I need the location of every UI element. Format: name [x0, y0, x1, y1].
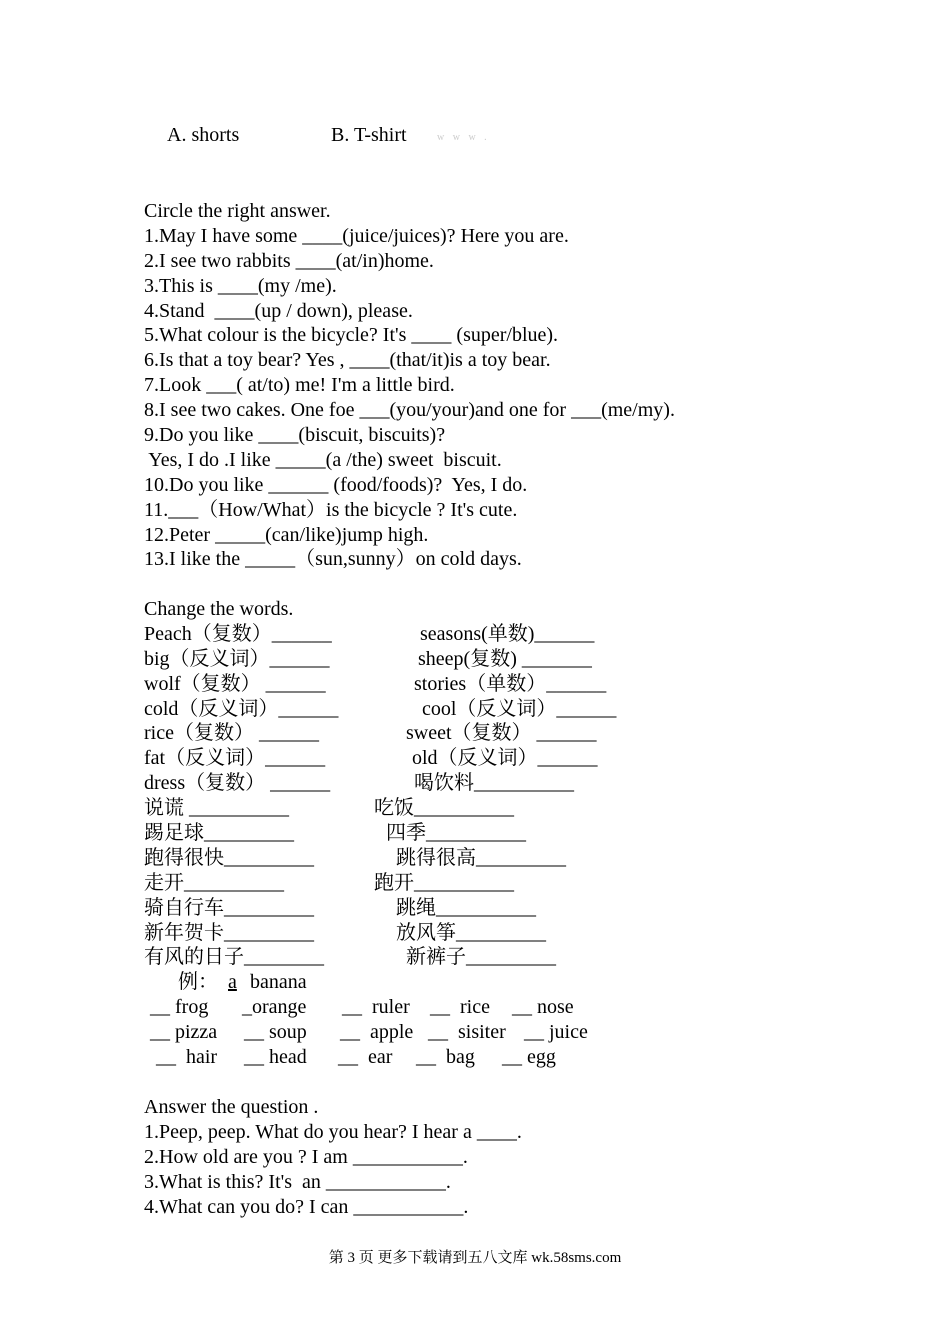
question-item: 7.Look ___( at/to) me! I'm a little bird.	[144, 374, 455, 397]
word-right: 吃饭__________	[374, 797, 514, 820]
question-item: 1.Peep, peep. What do you hear? I hear a ____.	[144, 1120, 522, 1143]
word-right: 喝饮料__________	[414, 772, 574, 795]
word-left: 踢足球_________	[144, 822, 294, 845]
word-left: 说谎 __________	[144, 797, 289, 820]
word-left: cold（反义词）______	[144, 697, 339, 720]
word-left: 骑自行车_________	[144, 896, 314, 919]
question-item: Yes, I do .I like _____(a /the) sweet biscuit.	[144, 448, 502, 471]
word-right: stories（单数）______	[414, 672, 607, 695]
word-row	[144, 896, 904, 921]
question-item: 10.Do you like ______ (food/foods)? Yes, I do.	[144, 473, 528, 496]
word-row	[144, 846, 904, 871]
word-right: 新裤子_________	[406, 946, 556, 969]
article-item: __ egg	[502, 1046, 556, 1069]
article-item: _orange	[242, 996, 307, 1019]
word-left: 跑得很快_________	[144, 846, 314, 869]
question-item: 9.Do you like ____(biscuit, biscuits)?	[144, 424, 446, 447]
word-right: old（反义词）______	[412, 747, 598, 770]
question-item: 8.I see two cakes. One foe ___(you/your)and one for ___(me/my).	[144, 399, 675, 422]
word-right: 跳绳__________	[396, 896, 536, 919]
section-heading: Answer the question .	[144, 1096, 319, 1118]
word-row	[144, 746, 904, 771]
word-row	[144, 945, 904, 970]
word-right: sweet（复数） ______	[406, 722, 597, 745]
option-b: B. T-shirt	[331, 124, 407, 146]
article-item: __ apple	[340, 1021, 414, 1044]
change-section	[144, 597, 904, 1070]
answer-section	[144, 1095, 522, 1219]
question-item: 12.Peter _____(can/like)jump high.	[144, 523, 429, 546]
article-item: __ head	[244, 1046, 307, 1069]
word-left: rice（复数） ______	[144, 722, 319, 745]
word-left: 走开__________	[144, 871, 284, 894]
question-item: 11.___（How/What）is the bicycle ? It's cute.	[144, 498, 518, 521]
word-left: fat（反义词）______	[144, 747, 326, 770]
word-left: dress（复数） ______	[144, 772, 331, 795]
article-item: __ hair	[156, 1046, 218, 1069]
article-row	[144, 995, 904, 1020]
word-right: sheep(复数) _______	[418, 647, 592, 670]
word-right: 跑开__________	[374, 871, 514, 894]
example-line	[144, 970, 904, 995]
article-item: __ nose	[512, 996, 574, 1019]
question-item: 4.What can you do? I can ___________.	[144, 1195, 469, 1218]
article-item: __ soup	[244, 1021, 307, 1044]
example-prefix: 例：	[178, 971, 218, 994]
word-left: Peach（复数）______	[144, 622, 332, 645]
word-row	[144, 871, 904, 896]
article-item: __ juice	[524, 1021, 588, 1044]
article-item: __ ruler	[342, 996, 410, 1019]
word-row	[144, 622, 904, 647]
circle-section	[144, 199, 675, 572]
example-article: a	[228, 971, 237, 994]
article-item: __ ear	[338, 1046, 393, 1069]
option-a: A. shorts	[167, 124, 240, 146]
word-left: big（反义词）______	[144, 647, 330, 670]
section-heading: Change the words.	[144, 598, 294, 620]
example-word: banana	[250, 971, 307, 994]
question-item: 2.I see two rabbits ____(at/in)home.	[144, 249, 434, 272]
word-right: cool（反义词）______	[422, 697, 617, 720]
question-item: 5.What colour is the bicycle? It's ____ (super/blue).	[144, 324, 559, 347]
word-row	[144, 771, 904, 796]
word-row	[144, 921, 904, 946]
question-item: 13.I like the _____（sun,sunny）on cold days.	[144, 548, 522, 571]
page-footer: 第 3 页 更多下载请到五八文库 wk.58sms.com	[328, 1250, 622, 1266]
word-right: 放风筝_________	[396, 921, 546, 944]
article-row	[144, 1045, 904, 1070]
word-right: 跳得很高_________	[396, 846, 566, 869]
article-row	[144, 1020, 904, 1045]
word-row	[144, 821, 904, 846]
article-item: __ rice	[430, 996, 490, 1019]
question-item: 3.This is ____(my /me).	[144, 274, 337, 297]
watermark: w w w .	[437, 132, 490, 143]
word-row	[144, 647, 904, 672]
article-item: __ pizza	[150, 1021, 218, 1044]
word-row	[144, 796, 904, 821]
question-item: 2.How old are you ? I am ___________.	[144, 1145, 468, 1168]
word-right: 四季__________	[386, 822, 526, 845]
word-right: seasons(单数)______	[420, 622, 595, 645]
word-row	[144, 697, 904, 722]
question-item: 6.Is that a toy bear? Yes , ____(that/it)is a toy bear.	[144, 349, 551, 372]
section-heading: Circle the right answer.	[144, 200, 331, 222]
article-item: __ sisiter	[428, 1021, 506, 1044]
word-left: 有风的日子________	[144, 946, 324, 969]
word-left: wolf（复数） ______	[144, 672, 326, 695]
question-item: 3.What is this? It's an ____________.	[144, 1170, 451, 1193]
word-left: 新年贺卡_________	[144, 921, 314, 944]
word-row	[144, 672, 904, 697]
article-item: __ bag	[416, 1046, 475, 1069]
question-item: 1.May I have some ____(juice/juices)? Here you are.	[144, 224, 569, 247]
word-row	[144, 721, 904, 746]
question-item: 4.Stand ____(up / down), please.	[144, 299, 413, 322]
article-item: __ frog	[150, 996, 209, 1019]
